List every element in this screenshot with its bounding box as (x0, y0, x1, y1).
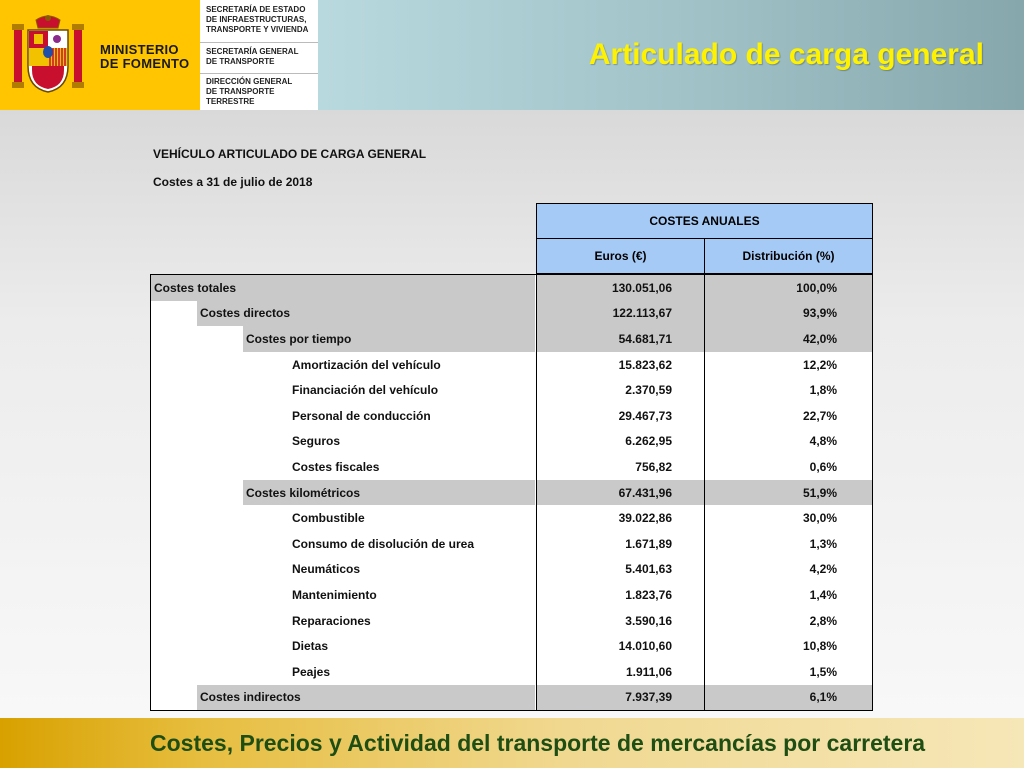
row-euros: 122.113,67 (536, 301, 704, 327)
table-row (151, 377, 872, 403)
table-row (151, 582, 872, 608)
table-row (151, 403, 872, 429)
row-label: Financiación del vehículo (292, 383, 439, 398)
row-pct: 22,7% (802, 408, 837, 423)
row-pct: 6,1% (704, 685, 872, 711)
row-pct: 30,0% (802, 511, 837, 526)
row-pct: 42,0% (704, 326, 872, 352)
header-distribucion: Distribución (%) (704, 238, 873, 274)
table-row (151, 352, 872, 378)
row-euros: 3.590,16 (625, 613, 672, 628)
table-row (151, 659, 872, 685)
row-pct: 1,4% (809, 587, 837, 602)
row-label: Combustible (292, 511, 365, 526)
table-row (151, 480, 872, 506)
dept-secretaria-general: SECRETARÍA GENERAL DE TRANSPORTE (206, 47, 299, 66)
row-euros: 1.823,76 (625, 587, 672, 602)
table-row (151, 454, 872, 480)
table-row (151, 505, 872, 531)
row-euros: 54.681,71 (536, 326, 704, 352)
row-euros: 1.671,89 (625, 536, 672, 551)
row-euros: 130.051,06 (536, 275, 704, 301)
row-euros: 5.401,63 (625, 562, 672, 577)
dept-secretaria-estado: SECRETARÍA DE ESTADO DE INFRAESTRUCTURAS, TRANSPORTE Y VIVIENDA (206, 5, 309, 34)
row-label: Costes directos (197, 301, 535, 327)
slide-header (0, 0, 1024, 110)
row-pct: 10,8% (802, 639, 837, 654)
table-row (151, 557, 872, 583)
row-label: Reparaciones (292, 613, 371, 628)
row-label: Costes por tiempo (243, 326, 535, 352)
row-label: Amortización del vehículo (292, 357, 441, 372)
row-euros: 39.022,86 (618, 511, 672, 526)
spain-coat-of-arms-icon (12, 14, 84, 96)
column-divider (704, 275, 705, 710)
row-pct: 93,9% (704, 301, 872, 327)
row-pct: 0,6% (809, 459, 837, 474)
table-row (151, 301, 872, 327)
row-label: Costes fiscales (292, 459, 380, 474)
dept-direccion-general: DIRECCIÓN GENERAL DE TRANSPORTE TERRESTRE (206, 77, 293, 106)
row-label: Neumáticos (292, 562, 361, 577)
row-pct: 1,3% (809, 536, 837, 551)
row-euros: 29.467,73 (618, 408, 672, 423)
row-euros: 756,82 (635, 459, 672, 474)
header-euros: Euros (€) (536, 238, 705, 274)
row-label: Seguros (292, 434, 341, 449)
row-euros: 2.370,59 (625, 383, 672, 398)
row-label: Mantenimiento (292, 587, 377, 602)
row-pct: 12,2% (802, 357, 837, 372)
table-row (151, 685, 872, 711)
table-caption: VEHÍCULO ARTICULADO DE CARGA GENERAL (153, 147, 427, 161)
cost-table (150, 274, 873, 711)
row-pct: 51,9% (704, 480, 872, 506)
row-euros: 7.937,39 (536, 685, 704, 711)
slide-content (0, 110, 1024, 718)
slide-footer (0, 718, 1024, 768)
row-label: Costes totales (151, 275, 535, 301)
table-row (151, 531, 872, 557)
table-row (151, 608, 872, 634)
row-pct: 4,8% (809, 434, 837, 449)
row-euros: 67.431,96 (536, 480, 704, 506)
row-pct: 2,8% (809, 613, 837, 628)
row-pct: 1,8% (809, 383, 837, 398)
row-label: Peajes (292, 664, 331, 679)
header-costes-anuales: COSTES ANUALES (536, 203, 873, 239)
department-block (200, 0, 318, 110)
column-divider (536, 275, 537, 710)
row-euros: 1.911,06 (625, 664, 672, 679)
ministry-name: MINISTERIO DE FOMENTO (100, 42, 190, 71)
row-label: Personal de conducción (292, 408, 431, 423)
table-row (151, 326, 872, 352)
ministry-logo-block (0, 0, 200, 110)
table-subcaption: Costes a 31 de julio de 2018 (153, 175, 313, 189)
slide-title: Articulado de carga general (588, 38, 984, 71)
row-label: Costes kilométricos (243, 480, 535, 506)
footer-title: Costes, Precios y Actividad del transporte de mercancías por carretera (150, 730, 926, 756)
row-label: Consumo de disolución de urea (292, 536, 475, 551)
row-pct: 1,5% (809, 664, 837, 679)
row-pct: 4,2% (809, 562, 837, 577)
table-row (151, 633, 872, 659)
row-label: Costes indirectos (197, 685, 535, 711)
row-euros: 15.823,62 (618, 357, 672, 372)
row-label: Dietas (292, 639, 329, 654)
row-pct: 100,0% (704, 275, 872, 301)
row-euros: 6.262,95 (625, 434, 672, 449)
table-row (151, 429, 872, 455)
row-euros: 14.010,60 (618, 639, 672, 654)
table-row (151, 275, 872, 301)
